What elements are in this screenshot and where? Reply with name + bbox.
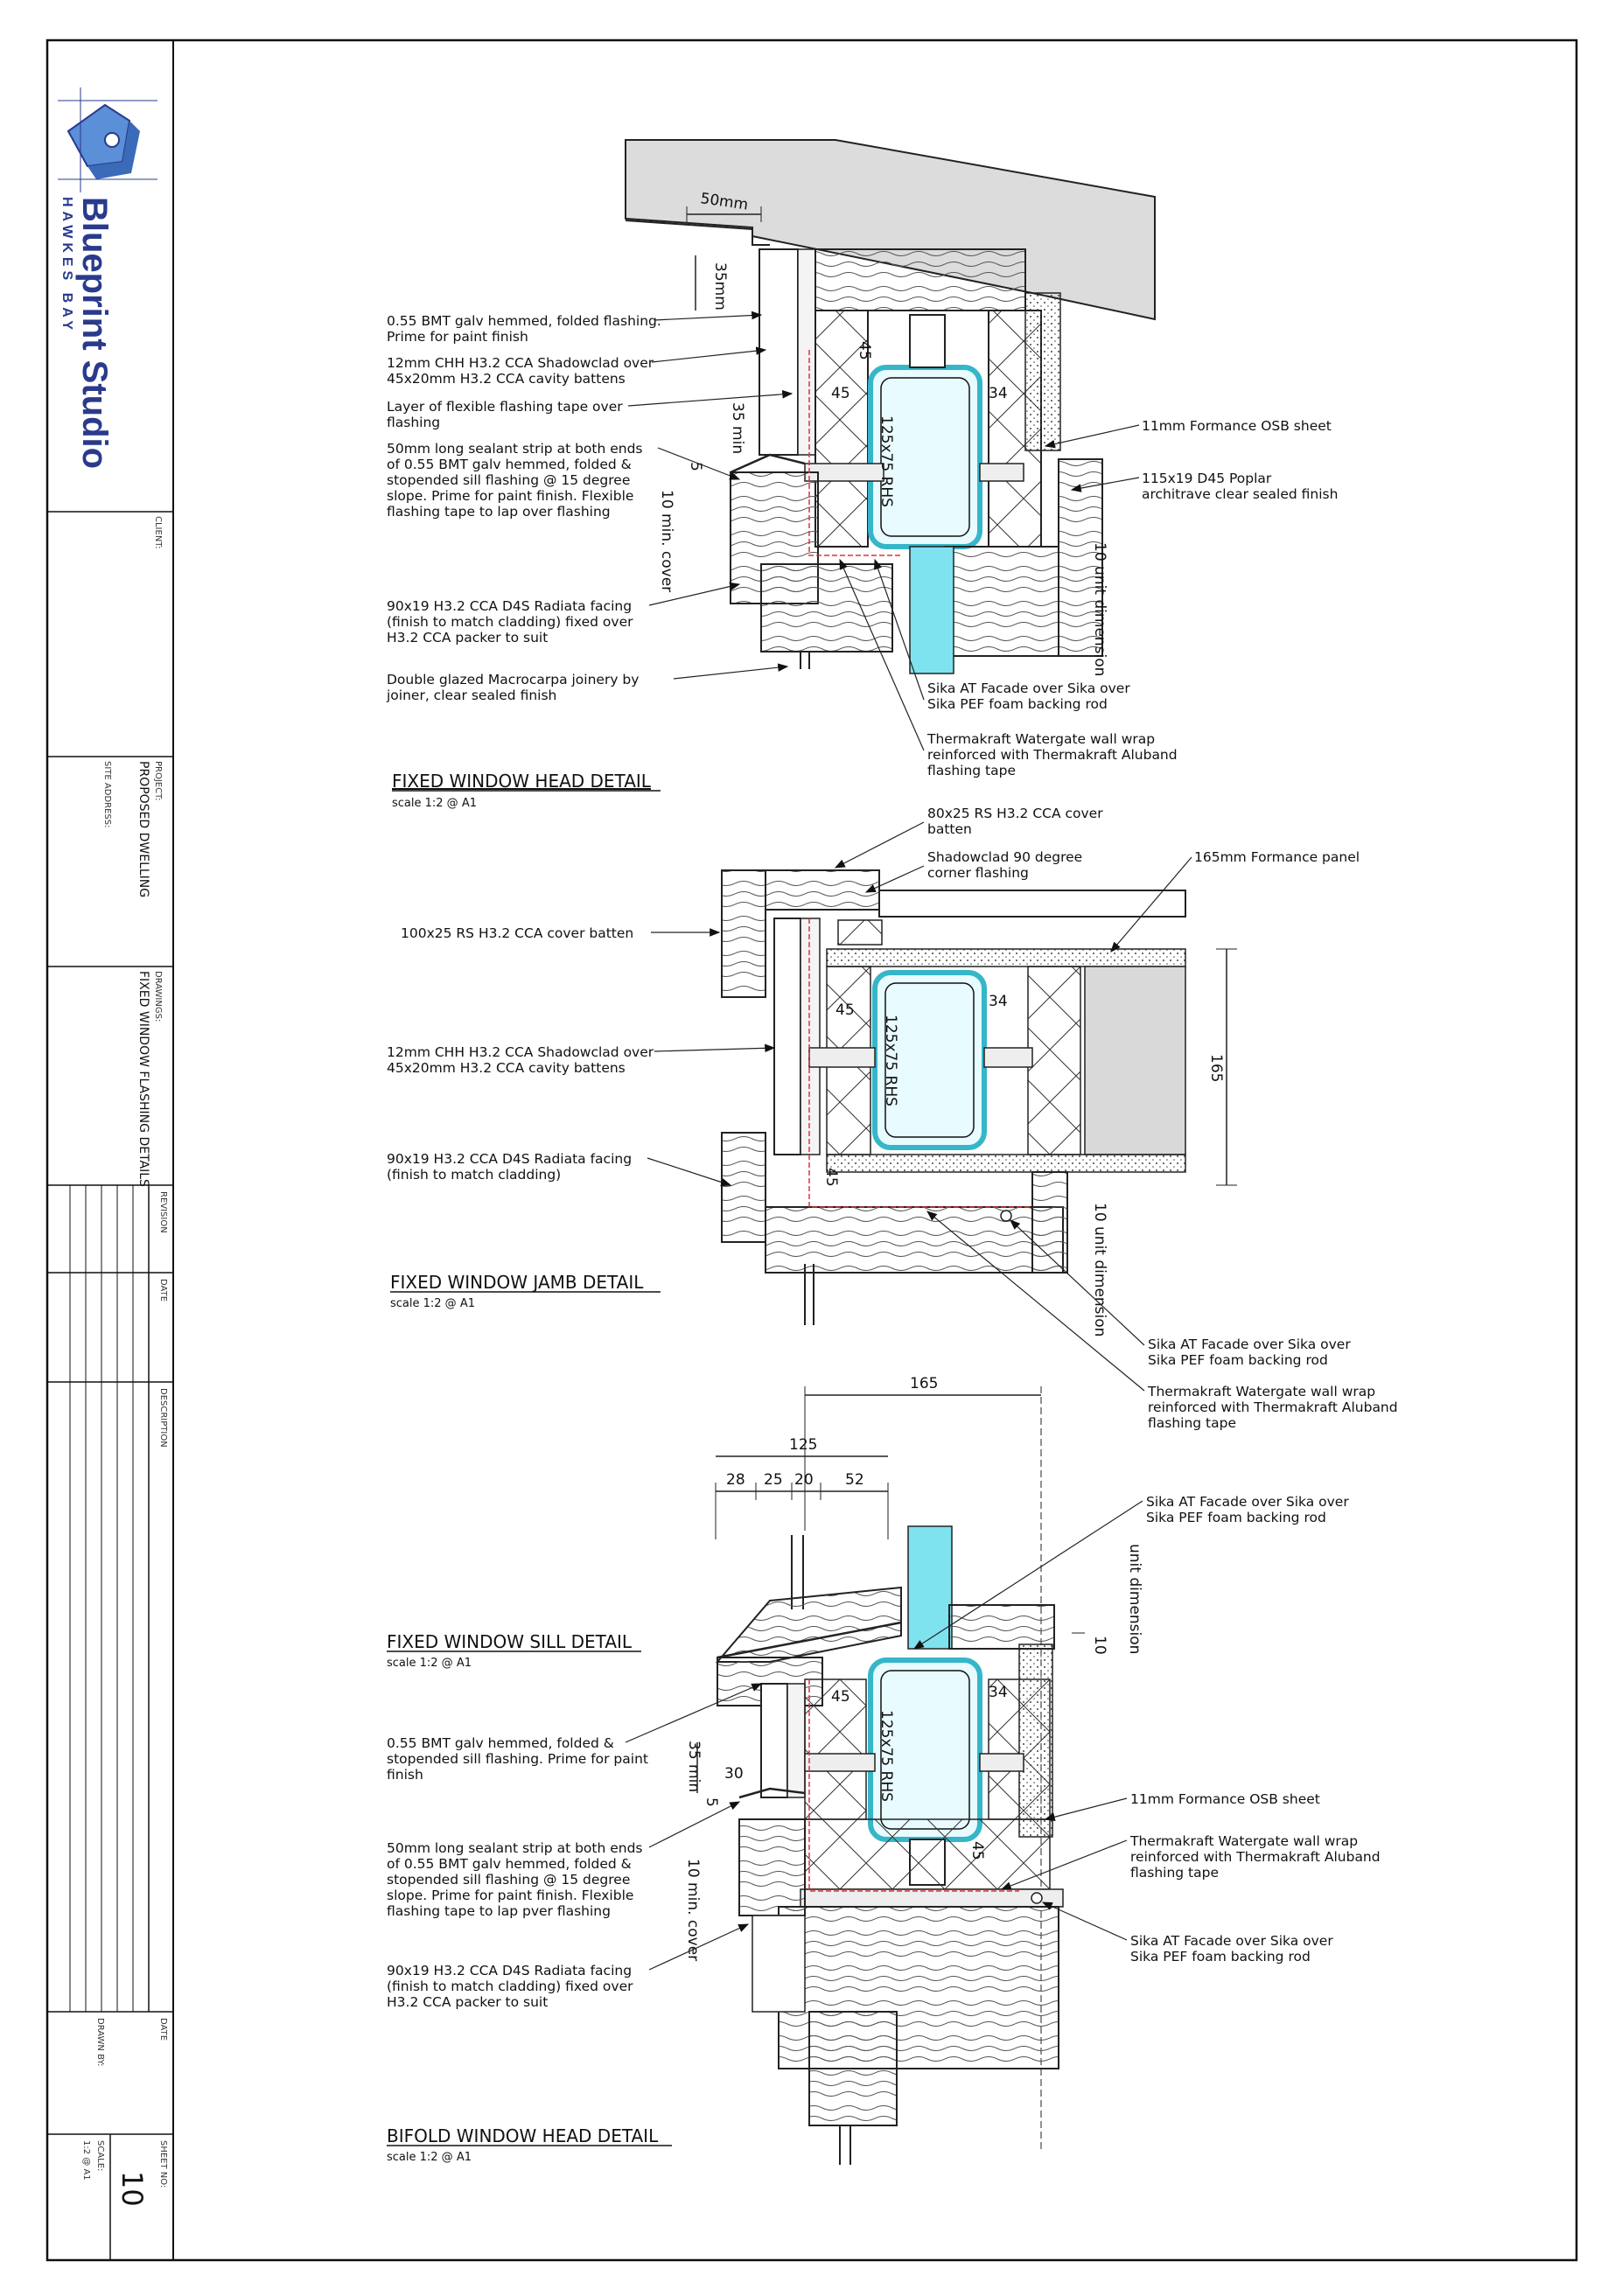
- head-dim-45: 45: [831, 385, 850, 402]
- sill-dim-52: 52: [845, 1471, 864, 1489]
- sill-label-sealant-1: 50mm long sealant strip at both ends: [387, 1840, 643, 1856]
- head-label-flashing-2: Prime for paint finish: [387, 329, 528, 345]
- head-dim-min-cover: 10 min. cover: [658, 490, 675, 593]
- date-label: DATE: [158, 1279, 168, 1302]
- head-label-flashing-1: 0.55 BMT galv hemmed, folded flashing.: [387, 313, 661, 329]
- sill-dim-10: 10: [1091, 1636, 1108, 1655]
- jamb-rhs-label: 125x75 RHS: [882, 1015, 899, 1106]
- jamb-label-panel: 165mm Formance panel: [1194, 849, 1360, 865]
- sill-label-sealant-3: stopended sill flashing @ 15 degree: [387, 1872, 631, 1888]
- head-detail-scale: scale 1:2 @ A1: [392, 797, 477, 810]
- revision-label: REVISION: [158, 1191, 168, 1233]
- head-label-sealant-5: flashing tape to lap over flashing: [387, 504, 611, 520]
- sheet-no-label: SHEET NO:: [158, 2140, 168, 2188]
- head-dim-50mm: 50mm: [699, 190, 750, 214]
- head-label-sealant-1: 50mm long sealant strip at both ends: [387, 441, 643, 457]
- sill-label-sika-top-1: Sika AT Facade over Sika over: [1146, 1494, 1349, 1510]
- sill-dim-35min: 35 min: [685, 1741, 703, 1793]
- sill-detail-title: FIXED WINDOW SILL DETAIL: [387, 1631, 633, 1652]
- head-dim-35mm: 35mm: [711, 262, 729, 311]
- sill-dim-45: 45: [831, 1688, 850, 1706]
- jamb-label-shadowclad-1: 12mm CHH H3.2 CCA Shadowclad over: [387, 1044, 654, 1060]
- jamb-label-facing-1: 90x19 H3.2 CCA D4S Radiata facing: [387, 1151, 633, 1167]
- sill-rhs-label: 125x75 RHS: [877, 1710, 895, 1802]
- sill-dim-min-cover: 10 min. cover: [684, 1859, 702, 1962]
- jamb-label-batten: 100x25 RS H3.2 CCA cover batten: [401, 925, 634, 941]
- date2-label: DATE: [158, 2018, 168, 2041]
- jamb-dim-unit: 10 unit dimension: [1091, 1203, 1108, 1337]
- sill-dim-45b: 45: [968, 1841, 986, 1860]
- sill-label-flashing-1: 0.55 BMT galv hemmed, folded &: [387, 1735, 614, 1751]
- head-label-shadowclad-2: 45x20mm H3.2 CCA cavity battens: [387, 371, 626, 387]
- project-value: PROPOSED DWELLING: [136, 761, 150, 898]
- sill-label-sika-bottom-1: Sika AT Facade over Sika over: [1130, 1933, 1333, 1949]
- sill-label-flashing-2: stopended sill flashing. Prime for paint: [387, 1751, 648, 1767]
- head-label-sealant-4: slope. Prime for paint finish. Flexible: [387, 488, 634, 504]
- drawings-value: FIXED WINDOW FLASHING DETAILS: [136, 971, 150, 1187]
- head-dim-35min: 35 min: [729, 402, 746, 455]
- jamb-dim-45b: 45: [822, 1168, 840, 1187]
- head-label-joinery-2: joiner, clear sealed finish: [387, 687, 557, 703]
- bifold-detail-scale: scale 1:2 @ A1: [387, 2151, 472, 2164]
- drawn-by-label: DRAWN BY:: [95, 2018, 105, 2067]
- jamb-label-facing-2: (finish to match cladding): [387, 1167, 562, 1183]
- brand-name: Blueprint Studio: [75, 197, 114, 470]
- head-label-sealant-3: stopended sill flashing @ 15 degree: [387, 472, 631, 488]
- jamb-detail-title: FIXED WINDOW JAMB DETAIL: [390, 1272, 644, 1293]
- sill-label-sealant-4: slope. Prime for paint finish. Flexible: [387, 1888, 634, 1903]
- jamb-label-wrap-2: reinforced with Thermakraft Aluband: [1148, 1399, 1398, 1415]
- sill-label-sika-bottom-2: Sika PEF foam backing rod: [1130, 1949, 1311, 1965]
- sill-detail-scale: scale 1:2 @ A1: [387, 1657, 472, 1670]
- jamb-label-wrap-3: flashing tape: [1148, 1415, 1237, 1431]
- bifold-detail: [387, 2125, 672, 2164]
- head-dim-5: 5: [687, 462, 704, 471]
- jamb-detail-scale: scale 1:2 @ A1: [390, 1297, 475, 1310]
- project-label: PROJECT:: [153, 761, 163, 801]
- head-label-facing-1: 90x19 H3.2 CCA D4S Radiata facing: [387, 598, 633, 614]
- jamb-label-corner-2: corner flashing: [927, 865, 1029, 881]
- sill-label-facing-2: (finish to match cladding) fixed over: [387, 1978, 633, 1994]
- head-label-architrave-1: 115x19 D45 Poplar: [1142, 471, 1272, 486]
- jamb-label-sika-2: Sika PEF foam backing rod: [1148, 1352, 1328, 1368]
- head-label-wrap-2: reinforced with Thermakraft Aluband: [927, 747, 1178, 763]
- drawings-label: DRAWINGS:: [153, 971, 163, 1022]
- sill-dim-125: 125: [789, 1436, 818, 1454]
- head-label-sika-2: Sika PEF foam backing rod: [927, 696, 1108, 712]
- sill-label-facing-3: H3.2 CCA packer to suit: [387, 1994, 549, 2010]
- bifold-detail-title: BIFOLD WINDOW HEAD DETAIL: [387, 2125, 659, 2146]
- sill-dim-5: 5: [703, 1797, 720, 1807]
- sill-dim-unit: unit dimension: [1126, 1544, 1143, 1655]
- sill-label-sealant-5: flashing tape to lap pver flashing: [387, 1903, 611, 1919]
- sill-dim-25: 25: [764, 1471, 783, 1489]
- scale-value: 1:2 @ A1: [81, 2140, 91, 2181]
- sheet-no-value: 10: [115, 2171, 149, 2207]
- revision-table: [47, 1185, 173, 2012]
- head-label-sealant-2: of 0.55 BMT galv hemmed, folded &: [387, 457, 632, 472]
- title-block: [47, 87, 173, 2260]
- sill-label-osb: 11mm Formance OSB sheet: [1130, 1791, 1320, 1807]
- jamb-label-corner-1: Shadowclad 90 degree: [927, 849, 1083, 865]
- brand-region: HAWKES BAY: [59, 197, 74, 334]
- jamb-dim-165: 165: [1207, 1054, 1225, 1083]
- sill-detail: [387, 1375, 1381, 2165]
- jamb-label-cover-2: batten: [927, 821, 972, 837]
- head-label-wrap-1: Thermakraft Watergate wall wrap: [927, 731, 1156, 747]
- head-detail-title: FIXED WINDOW HEAD DETAIL: [392, 771, 651, 792]
- head-detail: [386, 140, 1338, 810]
- head-dim-34: 34: [989, 385, 1008, 402]
- head-label-facing-2: (finish to match cladding) fixed over: [387, 614, 633, 630]
- sill-dim-20: 20: [794, 1471, 814, 1489]
- jamb-label-wrap-1: Thermakraft Watergate wall wrap: [1148, 1384, 1376, 1399]
- jamb-detail: [387, 806, 1398, 1431]
- head-label-wrap-3: flashing tape: [927, 763, 1017, 778]
- client-label: CLIENT:: [153, 516, 163, 549]
- scale-label: SCALE:: [95, 2140, 105, 2172]
- head-label-tape-2: flashing: [387, 415, 441, 430]
- sill-label-wrap-2: reinforced with Thermakraft Aluband: [1130, 1849, 1381, 1865]
- site-address-label: SITE ADDRESS:: [102, 761, 112, 828]
- sill-dim-30: 30: [724, 1765, 744, 1783]
- sill-dim-28: 28: [726, 1471, 745, 1489]
- sill-label-facing-1: 90x19 H3.2 CCA D4S Radiata facing: [387, 1963, 633, 1978]
- head-label-tape-1: Layer of flexible flashing tape over: [387, 399, 623, 415]
- sill-dim-34: 34: [989, 1684, 1008, 1701]
- sill-label-wrap-3: flashing tape: [1130, 1865, 1220, 1881]
- sill-label-wrap-1: Thermakraft Watergate wall wrap: [1130, 1833, 1359, 1849]
- brand-logo: [58, 87, 157, 469]
- jamb-label-sika-1: Sika AT Facade over Sika over: [1148, 1336, 1351, 1352]
- jamb-dim-34: 34: [989, 993, 1008, 1010]
- head-dim-45-vert: 45: [856, 341, 873, 360]
- sill-label-sealant-2: of 0.55 BMT galv hemmed, folded &: [387, 1856, 632, 1872]
- description-label: DESCRIPTION: [158, 1388, 168, 1448]
- jamb-label-cover-1: 80x25 RS H3.2 CCA cover: [927, 806, 1103, 821]
- sill-label-sika-top-2: Sika PEF foam backing rod: [1146, 1510, 1326, 1525]
- sill-dim-165: 165: [910, 1375, 939, 1392]
- head-dim-unit: 10 unit dimension: [1091, 542, 1108, 677]
- jamb-dim-45: 45: [835, 1001, 855, 1019]
- head-label-sika-1: Sika AT Facade over Sika over: [927, 680, 1130, 696]
- head-label-joinery-1: Double glazed Macrocarpa joinery by: [387, 672, 640, 687]
- jamb-label-shadowclad-2: 45x20mm H3.2 CCA cavity battens: [387, 1060, 626, 1076]
- head-label-facing-3: H3.2 CCA packer to suit: [387, 630, 549, 646]
- head-rhs-label: 125x75 RHS: [877, 415, 895, 507]
- head-label-architrave-2: architrave clear sealed finish: [1142, 486, 1339, 502]
- head-label-shadowclad-1: 12mm CHH H3.2 CCA Shadowclad over: [387, 355, 654, 371]
- sill-label-flashing-3: finish: [387, 1767, 423, 1783]
- head-label-osb: 11mm Formance OSB sheet: [1142, 418, 1332, 434]
